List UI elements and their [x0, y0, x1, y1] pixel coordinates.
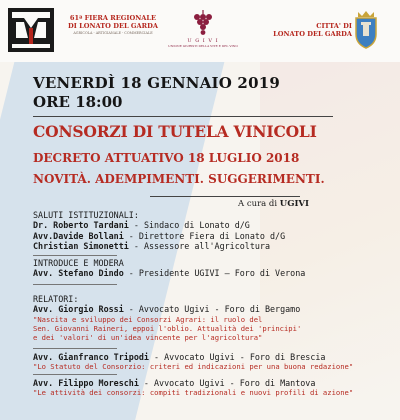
saluti-item	[33, 241, 285, 251]
event-subtitle-decree: DECRETO ATTUATIVO 18 LUGLIO 2018	[33, 151, 300, 165]
saluti-item	[33, 231, 285, 241]
section-heading: RELATORI:	[33, 294, 79, 304]
relatore-item	[33, 352, 353, 362]
speaker-role: - Presidente UGIVI – Foro di Verona	[123, 268, 306, 279]
divider	[33, 284, 117, 285]
intro-section	[33, 258, 305, 279]
divider	[33, 116, 333, 117]
saluti-section	[33, 210, 285, 252]
speaker-role: - Avvocato Ugivi - Foro di Mantova	[138, 378, 316, 388]
talk-title: "Le attività dei consorzi: compiti tradizionali e nuovi profili di azione"	[33, 388, 354, 398]
speaker-name: Dr. Roberto Tardani	[33, 220, 129, 231]
relatori-section-3	[33, 378, 353, 397]
saluti-item	[33, 220, 285, 230]
moderator	[33, 268, 305, 278]
event-title: CONSORZI DI TUTELA VINICOLI	[33, 122, 317, 141]
speaker-name: Avv. Gianfranco Tripodi	[33, 352, 149, 362]
speaker-role: - Direttore Fiera di Lonato d/G	[123, 230, 286, 241]
relatori-section-2	[33, 352, 353, 371]
ugivi-tagline: UNIONE GIURISTI DELLA VITE E DEL VINO	[168, 44, 238, 48]
section-heading: INTRODUCE E MODERA	[33, 258, 124, 268]
relatori-section	[33, 294, 301, 342]
curated-org: UGIVI	[279, 199, 309, 209]
citta-line2: LONATO DEL GARDA	[273, 30, 352, 38]
event-subtitle-topics: NOVITÀ. ADEMPIMENTI. SUGGERIMENTI.	[33, 172, 325, 186]
talk-title: e dei 'valori' di un'idea vincente per l'agricoltura"	[33, 332, 263, 342]
speaker-name: Avv.Davide Bollani	[33, 230, 124, 241]
talk-title: "Nascita e sviluppo dei Consorzi Agrari: il ruolo del	[33, 314, 263, 324]
event-time: ORE 18:00	[33, 93, 123, 111]
fiera-line1: 61ª FIERA REGIONALE	[69, 14, 157, 22]
talk-title: "Lo Statuto del Consorzio: criteri ed indicazioni per una buona redazione"	[33, 362, 354, 372]
divider	[33, 374, 117, 375]
event-date: VENERDÌ 18 GENNAIO 2019	[33, 74, 280, 92]
divider	[150, 196, 300, 197]
speaker-role: - Sindaco di Lonato d/G	[128, 220, 250, 231]
fiera-line2: DI LONATO DEL GARDA	[68, 22, 158, 30]
talk-title: Sen. Giovanni Raineri, eppoi l'oblio. Attualità dei 'principi'	[33, 323, 302, 333]
citta-line1: CITTA' DI	[316, 22, 352, 30]
speaker-role: - Avvocato Ugivi - Foro di Bergamo	[123, 304, 301, 315]
divider	[33, 348, 117, 349]
speaker-name: Avv. Filippo Moreschi	[33, 378, 139, 388]
speaker-name: Christian Simonetti	[33, 241, 129, 252]
relatore-item	[33, 304, 301, 314]
speaker-role: - Avvocato Ugivi - Foro di Brescia	[148, 352, 326, 362]
speaker-role: - Assessore all'Agricoltura	[128, 241, 270, 252]
relatore-item	[33, 378, 353, 388]
curated-by	[238, 199, 309, 209]
speaker-name: Avv. Giorgio Rossi	[33, 304, 124, 315]
curated-prefix: A cura di	[238, 199, 278, 209]
section-heading: SALUTI ISTITUZIONALI:	[33, 210, 139, 220]
ugivi-name: U G I V I	[187, 38, 219, 44]
speaker-name: Avv. Stefano Dindo	[33, 268, 124, 279]
divider	[33, 255, 117, 256]
fiera-tagline: AGRICOLA - ARTIGIANALE - COMMERCIALE	[73, 31, 153, 35]
